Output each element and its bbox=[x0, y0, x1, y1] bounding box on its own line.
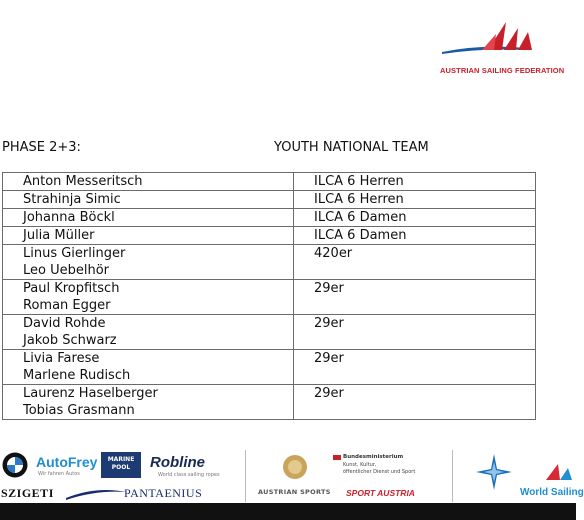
athlete-names-cell bbox=[3, 173, 294, 191]
pantaenius-swoosh-icon bbox=[66, 488, 126, 500]
athlete-names-cell bbox=[3, 245, 294, 280]
roster-row bbox=[3, 385, 536, 420]
athlete-name: Anton Messeritsch bbox=[23, 174, 143, 189]
athlete-name: Livia Farese bbox=[23, 351, 100, 366]
athlete-names-cell bbox=[3, 191, 294, 209]
pantaenius-logo: PANTAENIUS bbox=[124, 486, 203, 500]
divider bbox=[452, 450, 453, 502]
ministry-line-3: öffentlicher Dienst und Sport bbox=[343, 469, 416, 475]
roster-row bbox=[3, 173, 536, 191]
boat-class-cell: 29er bbox=[294, 280, 536, 315]
austrian-sports-label: AUSTRIAN SPORTS bbox=[258, 488, 331, 496]
roster-table bbox=[2, 172, 536, 420]
athlete-names-cell bbox=[3, 350, 294, 385]
autofrey-logo: AutoFrey bbox=[36, 454, 98, 470]
roster-row bbox=[3, 191, 536, 209]
athlete-name: Roman Egger bbox=[23, 298, 111, 313]
athlete-name: Johanna Böckl bbox=[23, 210, 115, 225]
boat-class-cell: ILCA 6 Herren bbox=[294, 191, 536, 209]
athlete-names-cell bbox=[3, 280, 294, 315]
boat-class-cell: ILCA 6 Herren bbox=[294, 173, 536, 191]
federation-name: AUSTRIAN SAILING FEDERATION bbox=[440, 66, 565, 75]
boat-class-cell: 29er bbox=[294, 350, 536, 385]
robline-logo: Robline bbox=[150, 454, 205, 471]
autofrey-tagline: Wir fahren Autos bbox=[38, 471, 80, 477]
athlete-names-cell bbox=[3, 209, 294, 227]
sails-icon bbox=[442, 18, 562, 62]
roster-row bbox=[3, 209, 536, 227]
athlete-name: Laurenz Haselberger bbox=[23, 386, 158, 401]
sport-austria-logo: SPORT AUSTRIA bbox=[346, 488, 415, 498]
bmw-logo-icon bbox=[2, 452, 28, 478]
athlete-name: Paul Kropfitsch bbox=[23, 281, 120, 296]
ministry-line-2: Kunst, Kultur, bbox=[343, 462, 377, 468]
ministry-line-1: Bundesministerium bbox=[343, 454, 404, 460]
roster-row bbox=[3, 280, 536, 315]
szigeti-logo: SZIGETI bbox=[1, 486, 54, 500]
athlete-name: Strahinja Simic bbox=[23, 192, 121, 207]
bottom-edge bbox=[0, 503, 576, 520]
athlete-name: Leo Uebelhör bbox=[23, 263, 110, 278]
marinepool-logo: MARINE POOL bbox=[101, 452, 141, 478]
boat-class-cell: 420er bbox=[294, 245, 536, 280]
world-sailing-icon bbox=[536, 462, 576, 482]
athlete-name: Marlene Rudisch bbox=[23, 368, 131, 383]
divider bbox=[245, 450, 246, 502]
athlete-names-cell bbox=[3, 385, 294, 420]
athlete-name: Tobias Grasmann bbox=[23, 403, 135, 418]
boat-class-cell: 29er bbox=[294, 315, 536, 350]
athlete-names-cell bbox=[3, 227, 294, 245]
roster-row bbox=[3, 227, 536, 245]
athlete-name: Julia Müller bbox=[23, 228, 95, 243]
athlete-names-cell bbox=[3, 315, 294, 350]
sponsor-bar bbox=[0, 440, 584, 510]
boat-class-cell: ILCA 6 Damen bbox=[294, 209, 536, 227]
robline-tagline: World class sailing ropes bbox=[158, 472, 220, 478]
roster-row bbox=[3, 315, 536, 350]
athlete-name: David Rohde bbox=[23, 316, 106, 331]
boat-class-cell: 29er bbox=[294, 385, 536, 420]
ministry-flag-icon bbox=[333, 455, 341, 460]
world-sailing-logo: World Sailing bbox=[520, 487, 584, 498]
athlete-name: Jakob Schwarz bbox=[23, 333, 117, 348]
austrian-sports-emblem-icon bbox=[282, 454, 308, 480]
phase-label: PHASE 2+3: bbox=[2, 140, 81, 155]
team-label: YOUTH NATIONAL TEAM bbox=[274, 140, 429, 155]
federation-logo bbox=[440, 18, 564, 80]
athlete-name: Linus Gierlinger bbox=[23, 246, 126, 261]
boat-class-cell: ILCA 6 Damen bbox=[294, 227, 536, 245]
roster-row bbox=[3, 350, 536, 385]
roster-row bbox=[3, 245, 536, 280]
compass-star-icon bbox=[474, 452, 514, 492]
